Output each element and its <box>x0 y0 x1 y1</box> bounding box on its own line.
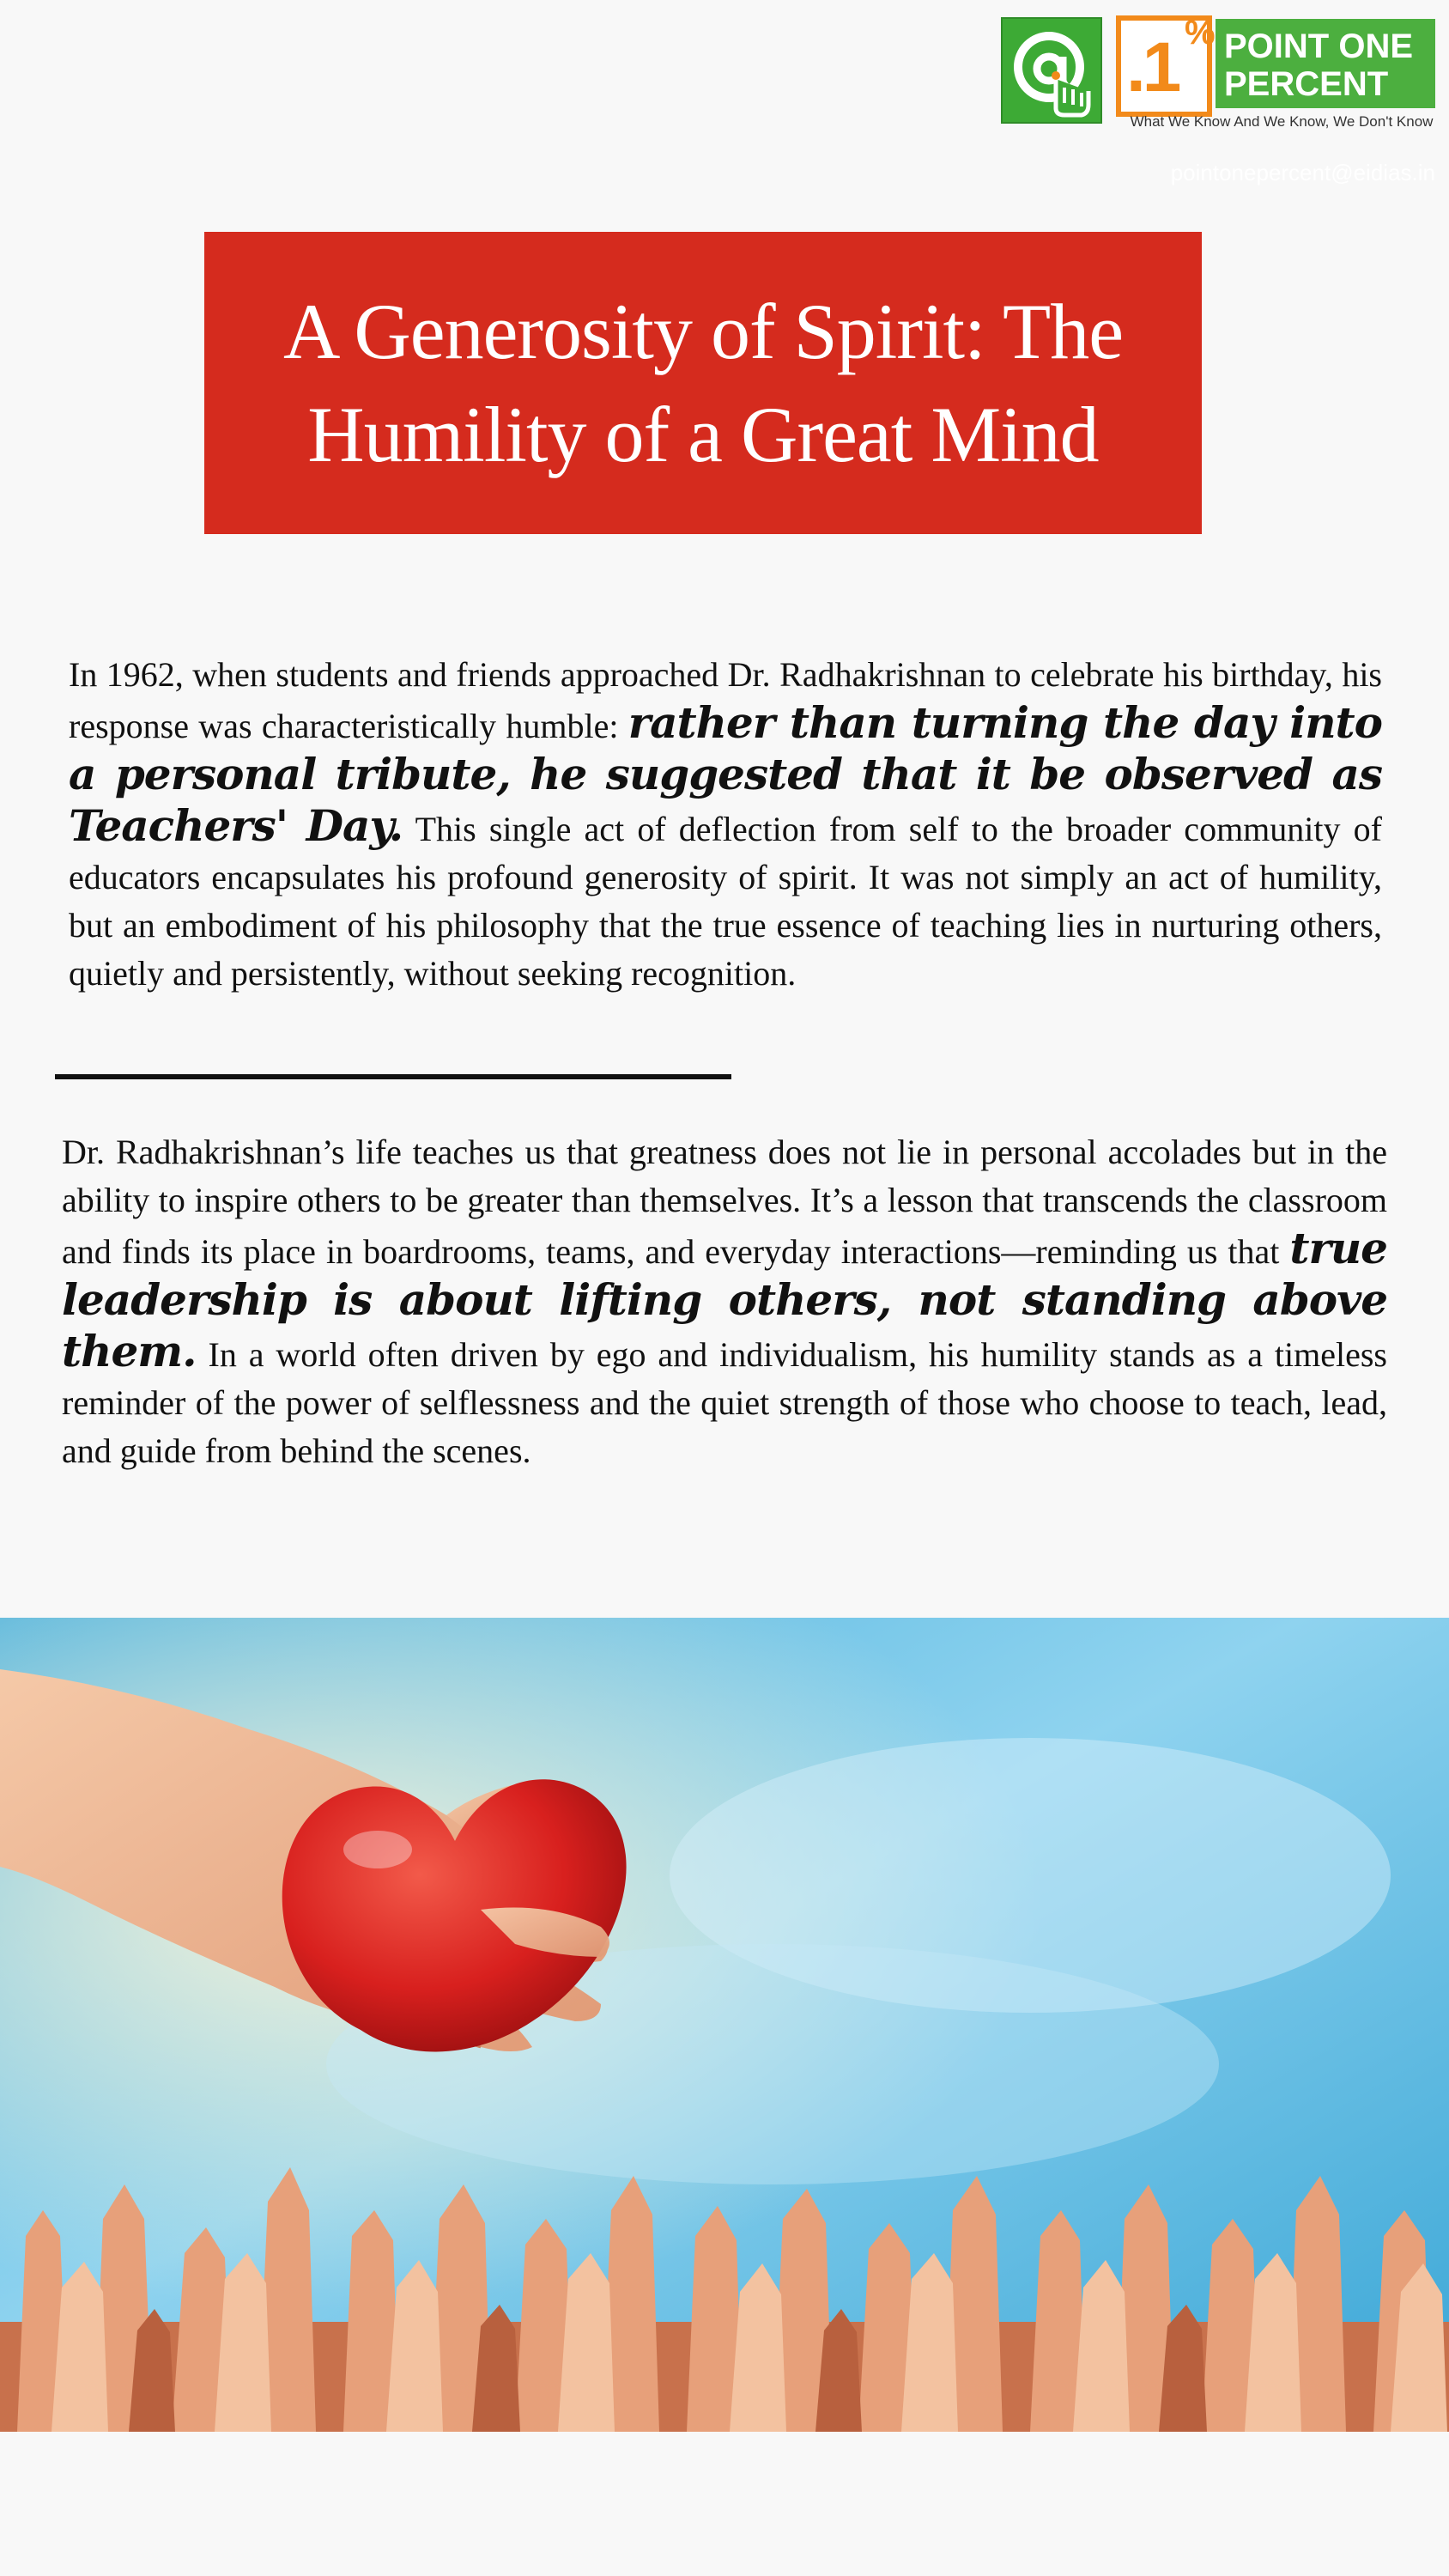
brand-name <box>1216 19 1435 108</box>
paragraph1-emphasis: rather than turning the day into a personal tribute, he suggested that it be observed as Teachers' Day. <box>69 697 1382 851</box>
page-title <box>283 280 1123 486</box>
paragraph2-text: Dr. Radhakrishnan’s life teaches us that greatness does not lie in personal accolades but in the ability to inspire others to be greater than themselves. It’s a lesson that transcends the classroom and finds its place in boardrooms, teams, and everyday interactions—reminding us that <box>62 1133 1387 1271</box>
section-divider <box>55 1074 731 1079</box>
brand-logo <box>985 10 1440 137</box>
title-line1: A Generosity of Spirit: The <box>282 288 1124 375</box>
percent-mark <box>1116 14 1216 117</box>
brand-name-line1: POINT ONE <box>1224 27 1414 65</box>
title-line2: Humility of a Great Mind <box>307 391 1099 478</box>
paragraph2-text-end: In a world often driven by ego and individualism, his humility stands as a timeless reminder of the power of selflessness and the quiet strength of those who choose to teach, lead, and guide from behind the scenes. <box>62 1335 1387 1470</box>
contact-email[interactable]: pointonepercent@eidias.in <box>1170 160 1435 185</box>
percent-number: .1 <box>1126 28 1179 106</box>
paragraph-teachers-day <box>69 651 1382 998</box>
hand-holding-heart-illustration <box>0 1618 1449 2432</box>
paragraph2-emphasis: true leadership is about lifting others, not standing above them. <box>62 1223 1387 1376</box>
at-hand-icon <box>1001 17 1102 124</box>
paragraph1-text-end: This single act of deflection from self to the broader community of educators encapsulates his profound generosity of spirit. It was not simply an act of humility, but an embodiment of his philosophy that the true essence of teaching lies in nurturing others, quietly and persistently, without seeking recognition. <box>69 810 1382 993</box>
paragraph1-text: In 1962, when students and friends approached Dr. Radhakrishnan to celebrate his birthday, his response was characteristically humble: <box>69 655 1382 745</box>
paragraph-leadership <box>62 1128 1387 1475</box>
brand-name-line2: PERCENT <box>1224 65 1389 103</box>
percent-symbol: % <box>1185 14 1216 52</box>
brand-tagline: What We Know And We Know, We Don't Know <box>1130 113 1434 130</box>
title-banner <box>204 232 1202 534</box>
